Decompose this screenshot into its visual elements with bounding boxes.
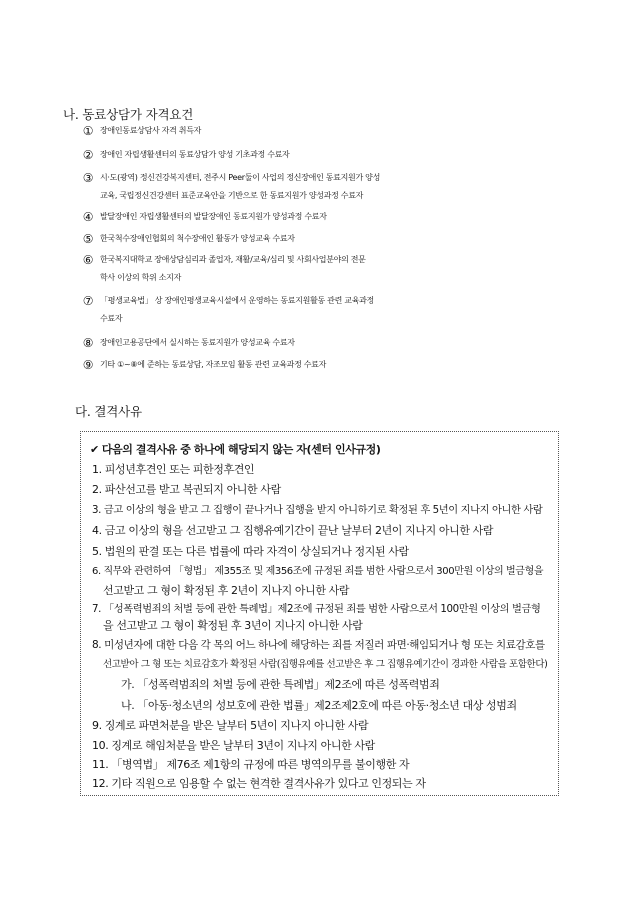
disqualification-subitem: 가. 「성폭력범죄의 처벌 등에 관한 특례법」제2조에 따른 성폭력범죄 (121, 678, 440, 691)
section-disqualifications-title: 다. 결격사유 (75, 404, 142, 419)
disqualification-subitem: 나. 「아동·청소년의 성보호에 관한 법률」제2조제2호에 따른 아동·청소년 대상 성범죄 (121, 699, 517, 712)
disqualification-line: 9. 징계로 파면처분을 받은 날부터 5년이 지나지 아니한 사람 (92, 719, 369, 732)
disqualification-line: 7. 「성폭력범죄의 처벌 등에 관한 특례법」제2조에 규정된 죄를 범한 사람으로서 100만원 이상의 벌금형 (92, 603, 541, 615)
item-number: ⑦ (82, 294, 94, 308)
disqualification-line: 10. 징계로 해임처분을 받은 날부터 3년이 지나지 아니한 사람 (92, 739, 375, 752)
item-number: ⑧ (82, 336, 94, 350)
item-text: 장애인고용공단에서 실시하는 동료지원가 양성교육 수료자 (100, 338, 295, 347)
qualification-item (80, 122, 560, 140)
item-text: 「평생교육법」 상 장애인평생교육시설에서 운영하는 동료지원활동 관련 교육과정 (100, 296, 374, 305)
item-number: ⑤ (82, 232, 94, 246)
item-text: 장애인 자립생활센터의 동료상담가 양성 기초과정 수료자 (100, 150, 290, 159)
disqualification-heading (90, 442, 381, 457)
disqualification-line: 12. 기타 직원으로 임용할 수 없는 현격한 결격사유가 있다고 인정되는 자 (92, 777, 426, 790)
item-text: 기타 ①~⑧에 준하는 동료상담, 자조모임 활동 관련 교육과정 수료자 (100, 360, 327, 369)
item-text: 시·도(광역) 정신건강복지센터, 전주시 Peer둘이 사업의 정신장애인 동료지원가 양성 (100, 173, 380, 182)
disqualification-line: 1. 피성년후견인 또는 피한정후견인 (92, 463, 255, 476)
heading-text: 다음의 결격사유 중 하나에 해당되지 않는 자(센터 인사규정) (101, 443, 381, 456)
qualification-item (80, 292, 560, 328)
qualification-item (80, 208, 560, 226)
disqualification-line: 4. 금고 이상의 형을 선고받고 그 집행유예기간이 끝난 날부터 2년이 지나지 아니한 사람 (92, 524, 494, 537)
item-number: ⑨ (82, 358, 94, 372)
qualification-item (80, 251, 560, 287)
item-text-cont: 교육, 국립정신건강센터 표준교육안을 기반으로 한 동료지원가 양성과정 수료자 (100, 191, 364, 200)
disqualification-box (80, 431, 559, 796)
disqualification-line-cont: 선고받아 그 형 또는 치료감호가 확정된 사람(집행유예를 선고받은 후 그 집행유예기간이 경과한 사람을 포함한다) (103, 659, 548, 670)
item-text: 한국복지대학교 장애상담심리과 졸업자, 재활/교육/심리 및 사회사업분야의 전문 (100, 255, 366, 264)
disqualification-line: 5. 법원의 판결 또는 다른 법률에 따라 자격이 상실되거나 정지된 사람 (92, 545, 409, 558)
qualification-item (80, 356, 560, 374)
item-text-cont: 수료자 (100, 314, 123, 323)
qualification-item (80, 169, 560, 205)
item-text: 발달장애인 자립생활센터의 발달장애인 동료지원가 양성과정 수료자 (100, 212, 327, 221)
disqualification-line-cont: 선고받고 그 형이 확정된 후 2년이 지나지 아니한 사람 (103, 584, 350, 597)
qualification-item (80, 146, 560, 164)
item-text: 장애인동료상담사 자격 취득자 (100, 126, 202, 135)
item-number: ① (82, 124, 94, 138)
disqualification-line: 2. 파산선고를 받고 복권되지 아니한 사람 (92, 483, 281, 496)
item-number: ④ (82, 210, 94, 224)
qualification-item (80, 230, 560, 248)
item-number: ② (82, 148, 94, 162)
checkmark-icon: ✔ (90, 443, 99, 456)
disqualification-line: 3. 금고 이상의 형을 받고 그 집행이 끝나거나 집행을 받지 아니하기로 확정된 후 5년이 지나지 아니한 사람 (92, 504, 543, 516)
disqualification-line: 11. 「병역법」 제76조 제1항의 규정에 따른 병역의무를 불이행한 자 (92, 758, 410, 771)
item-number: ③ (82, 171, 94, 185)
item-number: ⑥ (82, 253, 94, 267)
disqualification-line-cont: 을 선고받고 그 형이 확정된 후 3년이 지나지 아니한 사람 (103, 619, 363, 632)
qualification-item (80, 334, 560, 352)
disqualification-line: 6. 직무와 관련하여 「형법」 제355조 및 제356조에 규정된 죄를 범한 사람으로서 300만원 이상의 벌금형을 (92, 566, 544, 577)
item-text: 한국척수장애인협회의 척수장애인 활동가 양성교육 수료자 (100, 234, 295, 243)
item-text-cont: 학사 이상의 학위 소지자 (100, 273, 182, 282)
disqualification-line: 8. 미성년자에 대한 다음 각 목의 어느 하나에 해당하는 죄를 저질러 파면·해임되거나 형 또는 치료감호를 (92, 639, 545, 651)
section-qualifications-title: 나. 동료상담가 자격요건 (63, 107, 194, 122)
